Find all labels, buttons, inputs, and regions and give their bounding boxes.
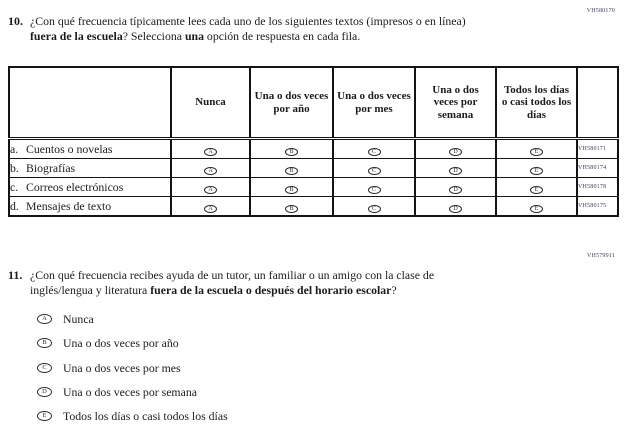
- row-d-code: VH580175: [577, 197, 618, 217]
- radio-bubble-b-D[interactable]: D: [449, 167, 462, 175]
- radio-bubble-a-B[interactable]: B: [285, 148, 298, 156]
- row-a-prefix: a.: [10, 141, 19, 156]
- row-d-label: [9, 197, 171, 217]
- radio-bubble-d-E[interactable]: E: [530, 205, 543, 213]
- radio-bubble-b-A[interactable]: A: [204, 167, 217, 175]
- option-label-ano: Una o dos veces por año: [63, 336, 179, 351]
- row-b-label: [9, 159, 171, 178]
- table-row: [9, 197, 618, 217]
- row-c-code: VH580178: [577, 178, 618, 197]
- row-b-code: VH580174: [577, 159, 618, 178]
- frequency-table: [8, 66, 619, 217]
- radio-bubble-b-E[interactable]: E: [530, 167, 543, 175]
- radio-bubble-q11-B[interactable]: B: [37, 338, 52, 348]
- row-c-label: [9, 178, 171, 197]
- q10-text-bold2: una: [184, 28, 204, 43]
- radio-bubble-b-B[interactable]: B: [285, 167, 298, 175]
- header-una-o-dos-mes: Una o dos veces por mes: [333, 67, 415, 139]
- option-label-mes: Una o dos veces por mes: [63, 360, 181, 375]
- radio-bubble-a-D[interactable]: D: [449, 148, 462, 156]
- q11-text-bold1: fuera de la escuela o después del horario escolar: [150, 282, 392, 297]
- row-b-prefix: b.: [10, 160, 19, 175]
- radio-bubble-d-D[interactable]: D: [449, 205, 462, 213]
- table-row: [9, 178, 618, 197]
- header-una-o-dos-semana: Una o dos veces por semana: [415, 67, 496, 139]
- header-empty: [9, 67, 171, 139]
- radio-bubble-c-E[interactable]: E: [530, 186, 543, 194]
- row-c-text: Correos electrónicos: [26, 179, 124, 194]
- radio-bubble-q11-E[interactable]: E: [37, 411, 52, 421]
- q10-text-part3: opción de respuesta en cada fila.: [203, 28, 361, 43]
- header-nunca: Nunca: [171, 67, 250, 139]
- question-11-options: [37, 312, 228, 433]
- q10-text-bold1: fuera de la escuela: [30, 28, 123, 43]
- question-11-number: 11.: [8, 268, 23, 282]
- header-code-empty: [577, 67, 618, 139]
- radio-bubble-b-C[interactable]: C: [368, 167, 381, 175]
- option-row: [37, 336, 228, 350]
- radio-bubble-a-C[interactable]: C: [368, 148, 381, 156]
- row-a-code: VH580171: [577, 139, 618, 159]
- header-todos-los-dias: Todos los días o casi todos los días: [496, 67, 577, 139]
- option-row: [37, 361, 228, 375]
- question-10-code: VH580170: [586, 8, 615, 14]
- question-10-text: [30, 14, 492, 43]
- row-a-text: Cuentos o novelas: [26, 141, 113, 156]
- header-una-o-dos-ano: Una o dos veces por año: [250, 67, 333, 139]
- radio-bubble-c-C[interactable]: C: [368, 186, 381, 194]
- radio-bubble-q11-A[interactable]: A: [37, 314, 52, 324]
- radio-bubble-c-A[interactable]: A: [204, 186, 217, 194]
- q10-text-part2: ? Selecciona: [122, 28, 185, 43]
- q11-text-part2: ?: [391, 282, 397, 297]
- option-row: [37, 385, 228, 399]
- radio-bubble-c-B[interactable]: B: [285, 186, 298, 194]
- q11-text-part1: ¿Con qué frecuencia recibes ayuda de un tutor, un familiar o un amigo con la clase de inglés/lengua y literatura: [30, 268, 435, 297]
- row-d-prefix: d.: [10, 198, 19, 213]
- table-row: [9, 159, 618, 178]
- table-row: [9, 139, 618, 159]
- option-label-todos: Todos los días o casi todos los días: [63, 409, 228, 424]
- question-11-text: [30, 268, 492, 297]
- radio-bubble-d-C[interactable]: C: [368, 205, 381, 213]
- question-11-code: VH579911: [586, 253, 615, 259]
- q10-text-part1: ¿Con qué frecuencia típicamente lees cada uno de los siguientes textos (impresos o en línea): [30, 14, 466, 28]
- row-c-prefix: c.: [10, 179, 19, 194]
- row-d-text: Mensajes de texto: [26, 198, 112, 213]
- question-11: [8, 268, 492, 297]
- row-a-label: [9, 139, 171, 159]
- radio-bubble-q11-D[interactable]: D: [37, 387, 52, 397]
- option-row: [37, 312, 228, 326]
- option-label-semana: Una o dos veces por semana: [63, 384, 197, 399]
- radio-bubble-q11-C[interactable]: C: [37, 363, 52, 373]
- table-header-row: [9, 67, 618, 139]
- radio-bubble-d-B[interactable]: B: [285, 205, 298, 213]
- radio-bubble-a-A[interactable]: A: [204, 148, 217, 156]
- radio-bubble-a-E[interactable]: E: [530, 148, 543, 156]
- radio-bubble-d-A[interactable]: A: [204, 205, 217, 213]
- question-10-number: 10.: [8, 14, 23, 28]
- radio-bubble-c-D[interactable]: D: [449, 186, 462, 194]
- row-b-text: Biografías: [26, 160, 76, 175]
- question-10: [8, 14, 492, 43]
- option-label-nunca: Nunca: [63, 312, 94, 326]
- option-row: [37, 409, 228, 423]
